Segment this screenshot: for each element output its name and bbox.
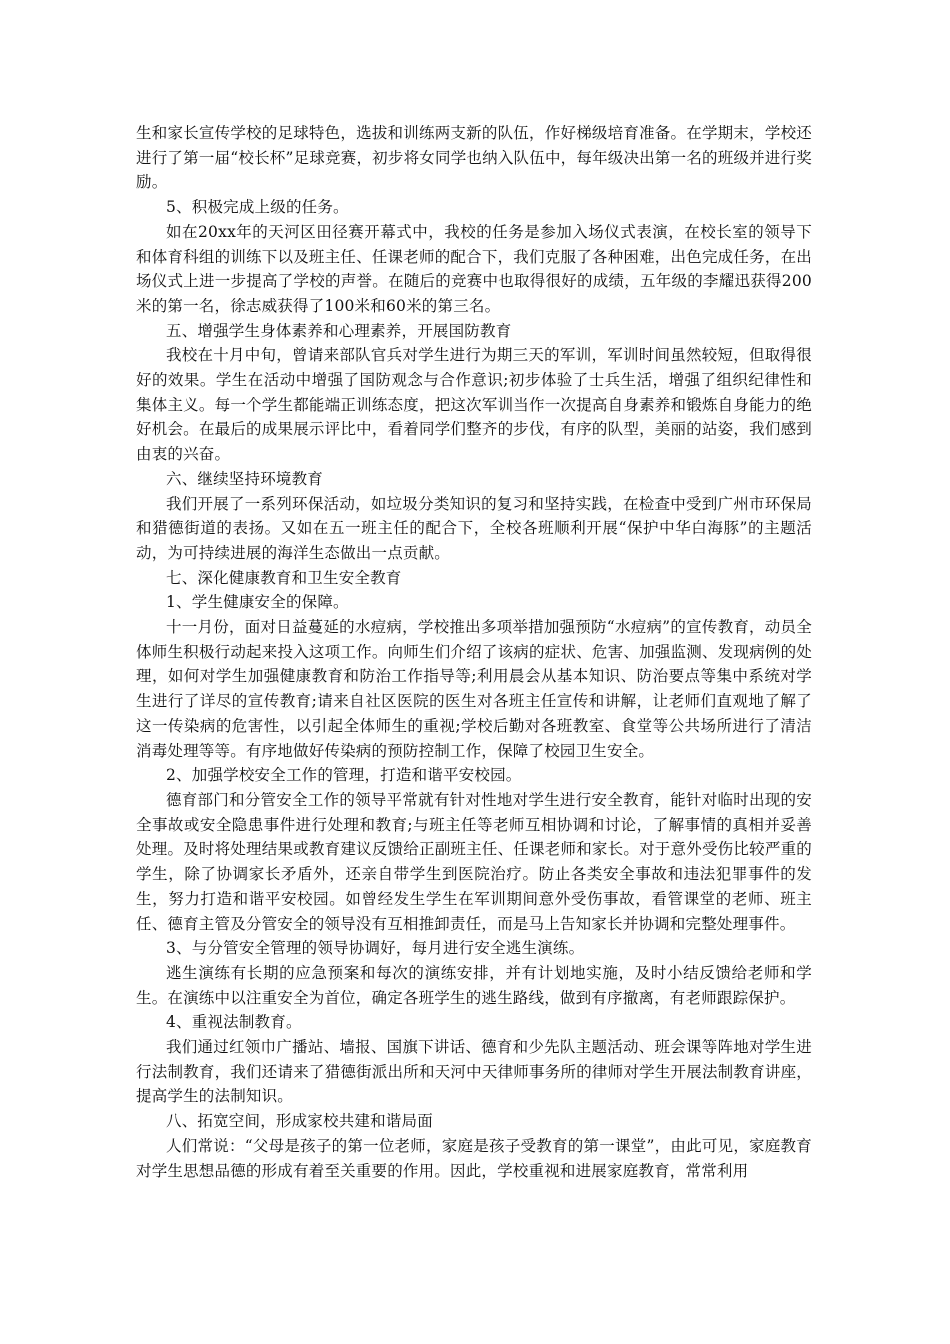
paragraph: 人们常说：“父母是孩子的第一位老师，家庭是孩子受教育的第一课堂”，由此可见，家庭教育对学生思想品德的形成有着至关重要的作用。因此，学校重视和进展家庭教育，常常利用 [136, 1136, 812, 1180]
paragraph: 六、继续坚持环境教育 [166, 469, 324, 488]
paragraph: 如在20xx年的天河区田径赛开幕式中，我校的任务是参加入场仪式表演，在校长室的领导下和体育科组的训练下以及班主任、任课老师的配合下，我们克服了各种困难，出色完成任务，在出场仪式上进一步提高了学校的声誉。在随后的竞赛中也取得很好的成绩，五年级的李耀迅获得200米的第一名，徐志威获得了100米和60米的第三名。 [136, 222, 812, 315]
paragraph: 3、与分管安全管理的领导协调好，每月进行安全逃生演练。 [166, 939, 585, 958]
paragraph: 我们通过红领巾广播站、墙报、国旗下讲话、德育和少先队主题活动、班会课等阵地对学生进行法制教育，我们还请来了猎德街派出所和天河中天律师事务所的律师对学生开展法制教育讲座，提高学生的法制知识。 [136, 1038, 812, 1106]
paragraph: 生和家长宣传学校的足球特色，选拔和训练两支新的队伍，作好梯级培育准备。在学期末，学校还进行了第一届“校长杯”足球竞赛，初步将女同学也纳入队伍中，每年级决出第一名的班级并进行奖励。 [136, 124, 812, 192]
paragraph: 七、深化健康教育和卫生安全教育 [166, 568, 402, 587]
paragraph: 五、增强学生身体素养和心理素养，开展国防教育 [166, 321, 512, 340]
paragraph: 十一月份，面对日益蔓延的水痘病，学校推出多项举措加强预防“水痘病”的宣传教育，动员全体师生积极行动起来投入这项工作。向师生们介绍了该病的症状、危害、加强监测、发现病例的处理，如何对学生加强健康教育和防治工作指导等;利用晨会从基本知识、防治要点等集中系统对学生进行了详尽的宣传教育;请来自社区医院的医生对各班主任宣传和讲解，让老师们直观地了解了这一传染病的危害性，以引起全体师生的重视;学校后勤对各班教室、食堂等公共场所进行了清洁消毒处理等等。有序地做好传染病的预防控制工作，保障了校园卫生安全。 [136, 618, 812, 760]
paragraph: 德育部门和分管安全工作的领导平常就有针对性地对学生进行安全教育，能针对临时出现的安全事故或安全隐患事件进行处理和教育;与班主任等老师互相协调和讨论，了解事情的真相并妥善处理。及时将处理结果或教育建议反馈给正副班主任、任课老师和家长。对于意外受伤比较严重的学生，除了协调家长矛盾外，还亲自带学生到医院治疗。防止各类安全事故和违法犯罪事件的发生，努力打造和谐平安校园。如曾经发生学生在军训期间意外受伤事故，看管课堂的老师、班主任、德育主管及分管安全的领导没有互相推卸责任，而是马上告知家长并协调和完整处理事件。 [136, 790, 812, 933]
paragraph: 1、学生健康安全的保障。 [166, 593, 349, 612]
document-body [136, 121, 812, 1183]
paragraph: 八、拓宽空间，形成家校共建和谐局面 [166, 1112, 433, 1131]
paragraph: 我们开展了一系列环保活动，如垃圾分类知识的复习和坚持实践，在检查中受到广州市环保局和猎德街道的表扬。又如在五一班主任的配合下，全校各班顺利开展“保护中华白海豚”的主题活动，为可持续进展的海洋生态做出一点贡献。 [136, 494, 812, 562]
paragraph: 逃生演练有长期的应急预案和每次的演练安排，并有计划地实施，及时小结反馈给老师和学生。在演练中以注重安全为首位，确定各班学生的逃生路线，做到有序撤离，有老师跟踪保护。 [136, 963, 812, 1007]
paragraph: 我校在十月中旬，曾请来部队官兵对学生进行为期三天的军训，军训时间虽然较短，但取得很好的效果。学生在活动中增强了国防观念与合作意识;初步体验了士兵生活，增强了组织纪律性和集体主义。每一个学生都能端正训练态度，把这次军训当作一次提高自身素养和锻炼自身能力的绝好机会。在最后的成果展示评比中，看着同学们整齐的步伐，有序的队型，美丽的站姿，我们感到由衷的兴奋。 [136, 346, 812, 464]
paragraph: 4、重视法制教育。 [166, 1013, 302, 1032]
paragraph: 2、加强学校安全工作的管理，打造和谐平安校园。 [166, 766, 522, 785]
paragraph: 5、积极完成上级的任务。 [166, 198, 349, 217]
